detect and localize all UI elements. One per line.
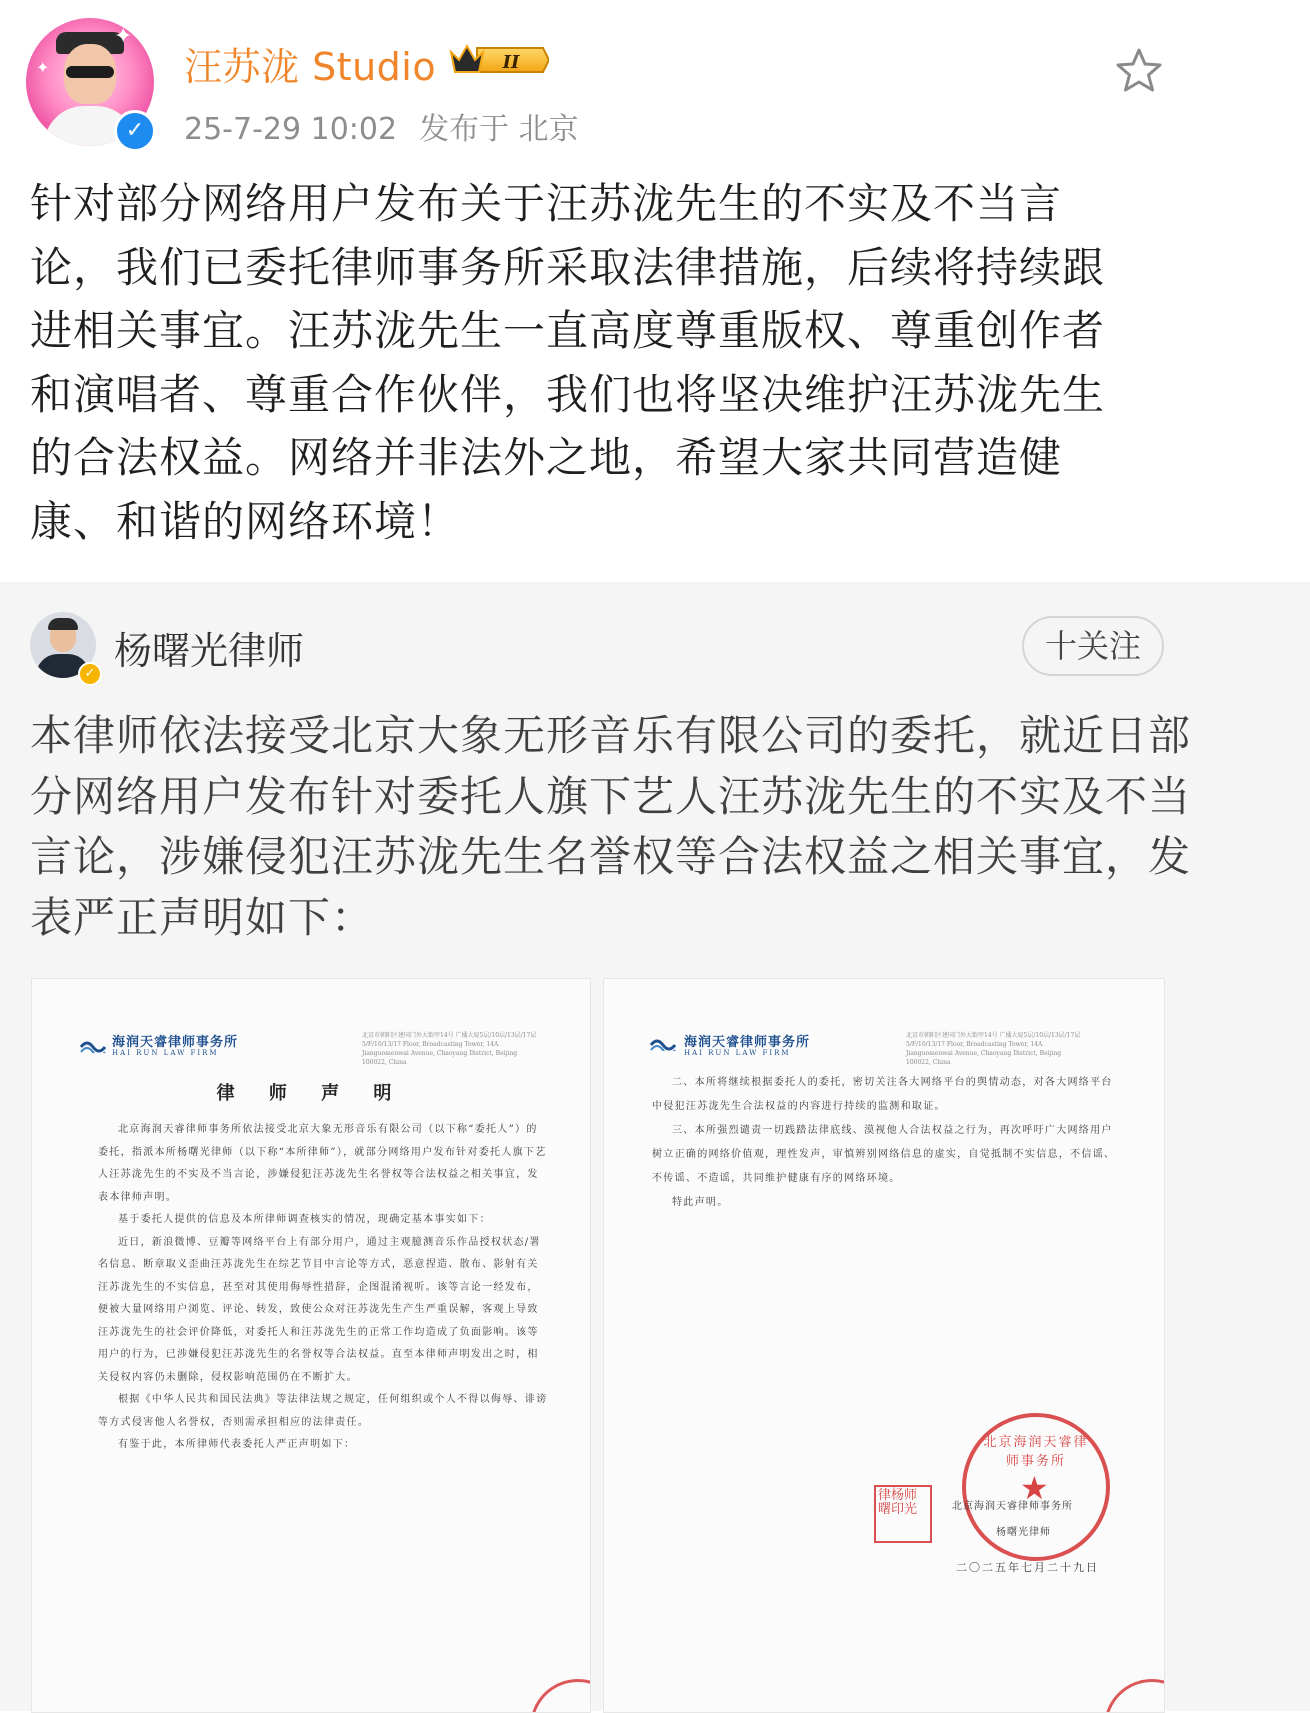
signature-firm: 北京海润天睿律师事务所 (952, 1501, 1073, 1512)
seal-stamp-partial (530, 1679, 591, 1713)
sparkle-icon: ✦ (114, 24, 133, 49)
author-name[interactable]: 汪苏泷 Studio (184, 45, 437, 89)
seal-text: 北京海润天睿律师事务所 (983, 1435, 1089, 1469)
document-body (98, 1119, 548, 1457)
firm-name-cn: 海润天睿律师事务所 (112, 1035, 239, 1050)
star-outline-icon[interactable] (1114, 46, 1164, 96)
firm-address: 北京市朝阳区建国门外大街甲14号 广播大厦5层/10层/13层/17层 5/F/10/13/17 Floor, Broadcasting Tower, 14A Jianguomenwai Avenue, Chaoyang District, Beijing 100022, China (906, 1032, 1081, 1066)
document-paragraph: 二、本所将继续根据委托人的委托，密切关注各大网络平台的舆情动态，对各大网络平台中侵犯汪苏泷先生合法权益的内容进行持续的监测和取证。 (652, 1077, 1113, 1112)
repost-text-line: 分网络用户发布针对委托人旗下艺人汪苏泷先生的不实及不当 (30, 771, 1192, 821)
follow-button[interactable]: 十关注 (1022, 616, 1164, 676)
signature-block (604, 1279, 1164, 1579)
document-paragraph: 有鉴于此，本所律师代表委托人严正声明如下： (118, 1439, 356, 1450)
signature-lawyer: 杨曙光律师 (996, 1527, 1051, 1538)
document-paragraph: 近日，新浪微博、豆瓣等网络平台上有部分用户，通过主观臆测音乐作品授权状态/署名信息、断章取义歪曲汪苏泷先生在综艺节目中言论等方式，恶意捏造、散布、影射有关汪苏泷先生的不实信息，甚至对其使用侮辱性措辞，企图混淆视听。该等言论一经发布，便被大量网络用户浏览、评论、转发，致使公众对汪苏泷先生产生严重误解，客观上导致汪苏泷先生的社会评价降低，对委托人和汪苏泷先生的正常工作均造成了负面影响。该等用户的行为，已涉嫌侵犯汪苏泷先生的名誉权等合法权益。直至本律师声明发出之时，相关侵权内容仍未删除，侵权影响范围仍在不断扩大。 (98, 1236, 541, 1383)
document-image-1[interactable] (31, 978, 591, 1713)
repost-text (30, 706, 1192, 948)
firm-name-cn: 海润天睿律师事务所 (684, 1035, 811, 1050)
avatar-glasses (66, 66, 114, 78)
document-body (652, 1071, 1122, 1215)
official-seal-stamp (962, 1413, 1110, 1561)
repost-text-line: 本律师依法接受北京大象无形音乐有限公司的委托，就近日部 (30, 711, 1192, 760)
lawyer-chop-stamp: 律杨师曙印光 (874, 1485, 932, 1543)
post-meta (184, 104, 579, 148)
post-text-line: 的合法权益。网络并非法外之地，希望大家共同营造健 (30, 433, 1063, 482)
law-firm-logo-icon (650, 1035, 676, 1051)
crown-level-badge-icon (447, 40, 549, 80)
document-paragraph: 三、本所强烈谴责一切践踏法律底线、漠视他人合法权益之行为，再次呼吁广大网络用户树立正确的网络价值观，理性发声，审慎辨别网络信息的虚实，自觉抵制不实信息，不信谣、不传谣、不造谣，共同维护健康有序的网络环境。 (652, 1125, 1116, 1184)
document-title: 律 师 声 明 (216, 1083, 406, 1104)
repost-text-line: 言论，涉嫌侵犯汪苏泷先生名誉权等合法权益之相关事宜，发 (30, 832, 1192, 881)
seal-stamp-partial (1104, 1679, 1165, 1713)
weibo-post (0, 0, 1310, 632)
post-text-line: 针对部分网络用户发布关于汪苏泷先生的不实及不当言 (30, 179, 1063, 228)
law-firm-logo-icon (80, 1037, 106, 1053)
post-text-line: 进相关事宜。汪苏泷先生一直高度尊重版权、尊重创作者 (30, 306, 1106, 355)
post-text-line: 论，我们已委托律师事务所采取法律措施，后续将持续跟 (30, 242, 1106, 292)
verified-gold-icon: ✓ (78, 662, 102, 686)
firm-address: 北京市朝阳区建国门外大街甲14号 广播大厦5层/10层/13层/17层 5/F/10/13/17 Floor, Broadcasting Tower, 14A Jianguomenwai Avenue, Chaoyang District, Beijing 100022, China (362, 1032, 537, 1066)
document-paragraph: 基于委托人提供的信息及本所律师调查核实的情况，现确定基本事实如下： (118, 1214, 491, 1225)
verified-check-icon: ✓ (114, 110, 156, 152)
repost-text-line: 表严正声明如下： (30, 892, 375, 942)
document-paragraph: 根据《中华人民共和国民法典》等法律法规之规定，任何组织或个人不得以侮辱、诽谤等方式侵害他人名誉权，否则需承担相应的法律责任。 (98, 1394, 548, 1428)
post-text (30, 172, 1150, 553)
document-paragraph: 特此声明。 (672, 1197, 729, 1208)
firm-name-en: HAI RUN LAW FIRM (112, 1049, 219, 1057)
repost-author-name[interactable]: 杨曙光律师 (114, 629, 305, 673)
seal-star-icon: ★ (1020, 1469, 1049, 1507)
sparkle-icon: ✦ (36, 58, 50, 77)
document-image-2[interactable] (603, 978, 1165, 1713)
document-paragraph: 北京海润天睿律师事务所依法接受北京大象无形音乐有限公司（以下称“委托人”）的委托，指派本所杨曙光律师（以下称“本所律师”），就部分网络用户发布针对委托人旗下艺人汪苏泷先生的不实及不当言论，涉嫌侵犯汪苏泷先生名誉权等合法权益之相关事宜，发表本律师声明。 (98, 1124, 547, 1203)
post-text-line: 康、和谐的网络环境！ (30, 496, 461, 546)
avatar-hair (48, 618, 78, 630)
post-timestamp: 25-7-29 10:02 (184, 112, 398, 147)
post-location: 发布于 北京 (419, 112, 579, 147)
post-text-line: 和演唱者、尊重合作伙伴，我们也将坚决维护汪苏泷先生 (30, 369, 1106, 419)
firm-name-en: HAI RUN LAW FIRM (684, 1049, 791, 1057)
signature-date: 二〇二五年七月二十九日 (956, 1561, 1099, 1574)
level-badge-text: II (502, 52, 520, 73)
